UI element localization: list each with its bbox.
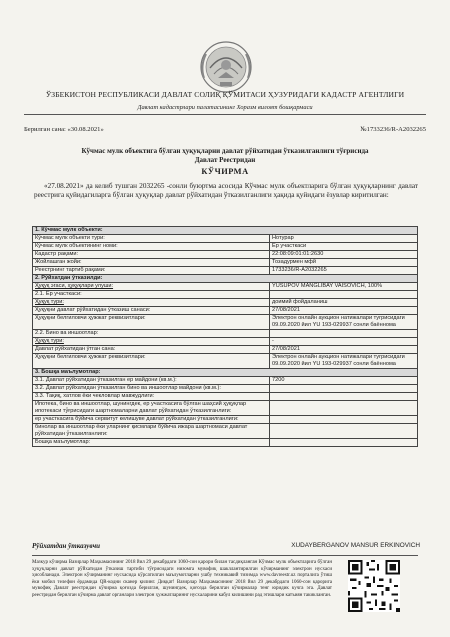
row-value xyxy=(270,424,418,439)
row-label: Реестрнинг тартиб рақами: xyxy=(33,267,270,275)
table-row xyxy=(33,243,418,251)
section-header xyxy=(33,369,418,377)
agency-name: ЎЗБЕКИСТОН РЕСПУБЛИКАСИ ДАВЛАТ СОЛИҚ ҚЎМИТАСИ ҲУЗУРИДАГИ КАДАСТР АГЕНТЛИГИ xyxy=(45,90,405,99)
row-value xyxy=(270,439,418,447)
row-value xyxy=(270,291,418,299)
row-value: Электрон онлайн аукцион натижалари тугрисидаги 09.09.2020 йил YU 193-029937 сонли баённома xyxy=(270,354,418,369)
row-label: ер участкасига бўйича сервитут келишуве давлат рўйхатидан ўтказилганлиги: xyxy=(33,416,270,424)
row-value xyxy=(270,401,418,416)
row-label: Бошқа маълумотлар: xyxy=(33,439,270,447)
table-row xyxy=(33,346,418,354)
section-header xyxy=(33,227,418,235)
header-divider xyxy=(24,114,426,115)
row-label: 3.1. Давлат рўйхатидан ўтказилган ер майдони (кв.м.): xyxy=(33,377,270,385)
row-label: Кўчмас мулк объекти тури: xyxy=(33,235,270,243)
row-value: 27/08/2021 xyxy=(270,307,418,315)
table-row xyxy=(33,251,418,259)
row-label: Жойлашган жойи: xyxy=(33,259,270,267)
row-value: 1733236/R-A2032265 xyxy=(270,267,418,275)
row-value: 27/08/2021 xyxy=(270,346,418,354)
department-name: Давлат кадастрлари палатасининг Хоразм вилоят бошқармаси xyxy=(137,104,313,111)
table-row xyxy=(33,424,418,439)
row-label: Ҳуқуқ тури: xyxy=(33,299,270,307)
row-label: Давлат рўйхатидан ўтган сана: xyxy=(33,346,270,354)
table-row xyxy=(33,259,418,267)
row-label: Ҳуқуқни белгиловчи ҳужжат реквизитлари: xyxy=(33,354,270,369)
row-label: 3.3. Тақиқ, хатлов ёки чекловлар мавжудлиги: xyxy=(33,393,270,401)
row-label: бинолар ва иншоотлар ёки уларнинг қисмлари бўйича ижара шартномаси давлат рўйхатидан ўтказилганлиги: xyxy=(33,424,270,439)
table-row xyxy=(33,283,418,291)
row-value: Ер участкаси xyxy=(270,243,418,251)
row-value: YUSUPOV MANGLIBAY VAISOVICH, 100% xyxy=(270,283,418,291)
row-label: 2.2. Бино ва иншоотлар: xyxy=(33,330,270,338)
row-value: Электрон онлайн аукцион натижалари тугрисидаги 09.09.2020 йил YU 193-029937 сонли баённома xyxy=(270,315,418,330)
row-value xyxy=(270,416,418,424)
row-value: Тозадурмен мфй xyxy=(270,259,418,267)
table-row xyxy=(33,416,418,424)
document-title xyxy=(0,147,450,165)
row-value: - xyxy=(270,338,418,346)
section-title: 1. Кўчмас мулк объекти: xyxy=(33,227,418,235)
row-label: Кадастр рақами: xyxy=(33,251,270,259)
row-label: Ҳуқуқ тури: xyxy=(33,338,270,346)
row-label: 3.2. Давлат рўйхатидан ўтказилган бино ва иншоотлар майдони (кв.м.): xyxy=(33,385,270,393)
section-title: 3. Бошқа маълумотлар: xyxy=(33,369,418,377)
row-value xyxy=(270,330,418,338)
table-row xyxy=(33,330,418,338)
row-label: Ҳуқуқ эгаси, ҳуқуқлари улуши: xyxy=(33,283,270,291)
row-value: 7200 xyxy=(270,377,418,385)
row-label: Ипотека, бино ва иншоотлар, шунингдек, ер участкасига бўлган шаҳсий ҳуқуқлар ипотекаси тўғрисидаги шартномаларни давлат рўйхатидан ўтказилганлиги: xyxy=(33,401,270,416)
row-label: Ҳуқуқни давлат рўйхатидан ўтказиш санаси: xyxy=(33,307,270,315)
table-row xyxy=(33,385,418,393)
document-number: №1733236/R-A2032265 xyxy=(360,126,426,133)
title-line-2: Давлат Реестридан xyxy=(194,156,256,164)
table-row xyxy=(33,235,418,243)
row-label: Ҳуқуқни белгиловчи ҳужжат реквизитлари: xyxy=(33,315,270,330)
registry-table xyxy=(32,226,418,447)
row-label: Кўчмас мулк объектининг номи: xyxy=(33,243,270,251)
table-row xyxy=(33,354,418,369)
table-row xyxy=(33,267,418,275)
row-value: 22:08:09:01:01:2630 xyxy=(270,251,418,259)
table-row xyxy=(33,315,418,330)
table-row xyxy=(33,377,418,385)
state-emblem-icon xyxy=(196,38,256,96)
table-row xyxy=(33,393,418,401)
registrar-name: XUDAYBERGANOV MANSUR ERKINOVICH xyxy=(291,542,420,549)
row-value: Нотурар xyxy=(270,235,418,243)
row-value xyxy=(270,393,418,401)
footer-note: Мазкур кўчирма Вазирлар Маҳкамасининг 2018 йил 29 декабрдаги 1060-сон қарори билан тасдиқланган Кўчмас мулк объектларига бўлган ҳуқуқларни давлат рўйхатидан ўтказиш тартиби тўғрисидаги низомга мувофиқ шакллантирилган кўчирманинг электрон нусхаси ҳисобланади. Электрон кўчирманинг нусхасида кўрсатилган маълумотларни ушбу техникавий тизимда www.davreestr.uz порталига ўтиш ёки мобил телефон ёрдамида QR-кодни сканер қилинг. Диққат! Вазирлар Маҳкамасининг 2018 йил 29 декабрдаги 1060-сон қарорига мувофиқ Давлат реестридан кўчирма қоғозда берилган, шунингдек, қоғозда берилган кўчирмалар тенг юридик кучга эга. Давлат реестридан берилган кўчирма давлат органлари электрон ҳужжатлариннг нусхаларини кабул килишини рад этишлари катъиян такикланган. xyxy=(32,560,332,598)
footer-divider xyxy=(32,555,418,556)
table-row xyxy=(33,338,418,346)
table-row xyxy=(33,401,418,416)
section-header xyxy=(33,275,418,283)
table-row xyxy=(33,439,418,447)
section-title: 2. Рўйхатдан ўтказилди: xyxy=(33,275,418,283)
row-value: доимий фойдаланиш xyxy=(270,299,418,307)
registrar-label: Рўйхатдан ўтказувчи xyxy=(32,542,101,550)
table-row xyxy=(33,291,418,299)
row-value xyxy=(270,385,418,393)
table-row xyxy=(33,307,418,315)
qr-code-icon[interactable] xyxy=(348,560,400,612)
issue-date: Берилган сана: «30.08.2021» xyxy=(24,126,104,133)
row-label: 2.1. Ер участкаси: xyxy=(33,291,270,299)
title-line-1: Кўчмас мулк объектига бўлган ҳуқуқларни давлат рўйхатидан ўтказилганлиги тўғрисида xyxy=(81,147,369,155)
table-row xyxy=(33,299,418,307)
intro-paragraph: «27.08.2021» да келиб тушган 2032265 -сонли буюртма асосида Кўчмас мулк объектларига бўлган ҳуқуқларнинг давлат реестрига қуйидагиларга бўлган ҳуқуқлар давлат рўйхатидан ўтказилганлиги ҳақида қуйидаги ёзувлар киритилган: xyxy=(34,182,418,200)
document-heading: КЎЧИРМА xyxy=(201,167,249,176)
